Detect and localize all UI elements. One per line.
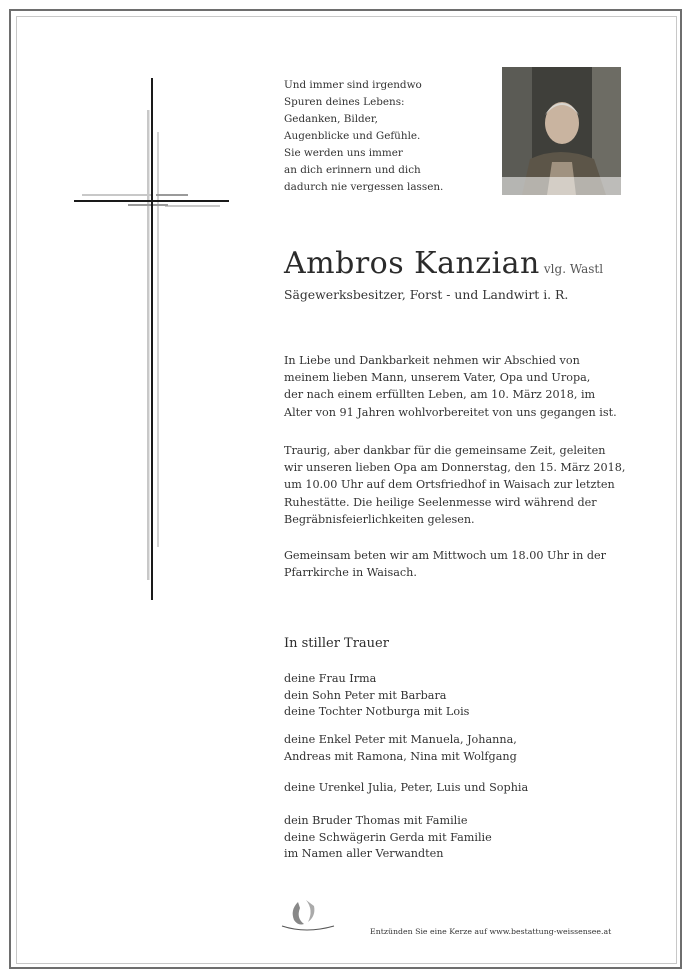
deceased-nickname: vlg. Wastl [543,262,604,276]
paragraph-funeral [284,442,624,528]
poem-line: Spuren deines Lebens: [284,96,405,108]
mourner-group-family [284,671,584,721]
deceased-profession: Sägewerksbesitzer, Forst - und Landwirt i. R. [284,287,569,302]
text-line: Begräbnisfeierlichkeiten gelesen. [284,512,475,526]
paragraph-farewell [284,352,624,421]
text-line: In Liebe und Dankbarkeit nehmen wir Abschied von [284,354,580,367]
poem [284,77,494,196]
mourner-line: dein Sohn Peter mit Barbara [284,688,447,702]
paragraph-prayer [284,547,624,581]
text-line: der nach einem erfüllten Leben, am 10. März 2018, im [284,388,596,402]
poem-line: Augenblicke und Gefühle. [284,130,421,142]
deceased-name-line [284,246,603,281]
poem-line: Gedanken, Bilder, [284,113,378,125]
mourner-line: deine Urenkel Julia, Peter, Luis und Sophia [284,781,529,794]
poem-line: Sie werden uns immer [284,147,403,159]
portrait-image [502,67,621,195]
portrait-photo [502,67,621,195]
footer-text: Entzünden Sie eine Kerze auf www.bestattung-weissensee.at [370,927,612,936]
poem-line: dadurch nie vergessen lassen. [284,181,444,193]
deceased-name: Ambros Kanzian [284,246,540,281]
text-line: meinem lieben Mann, unserem Vater, Opa und Uropa, [284,371,591,385]
mourner-line: deine Schwägerin Gerda mit Familie [284,830,492,844]
text-line: wir unseren lieben Opa am Donnerstag, den 15. März 2018, [284,461,626,475]
mourner-group-great-grandchildren [284,780,584,797]
text-line: Traurig, aber dankbar für die gemeinsame Zeit, geleiten [284,444,606,457]
cross-icon [70,70,240,610]
poem-line: an dich erinnern und dich [284,164,421,176]
text-line: Alter von 91 Jahren wohlvorbereitet von uns gegangen ist. [284,405,617,419]
mourner-line: deine Enkel Peter mit Manuela, Johanna, [284,733,517,746]
mourner-group-grandchildren [284,732,584,765]
text-line: Pfarrkirche in Waisach. [284,566,417,580]
mourner-line: deine Tochter Notburga mit Lois [284,705,470,718]
mourner-line: deine Frau Irma [284,672,377,685]
mourning-heading: In stiller Trauer [284,636,389,651]
mourner-line: dein Bruder Thomas mit Familie [284,814,468,827]
funeral-home-logo [276,896,360,940]
text-line: Ruhestätte. Die heilige Seelenmesse wird während der [284,495,597,509]
mourner-line: Andreas mit Ramona, Nina mit Wolfgang [284,749,517,763]
mourner-line: im Namen aller Verwandten [284,847,444,860]
text-line: um 10.00 Uhr auf dem Ortsfriedhof in Waisach zur letzten [284,478,615,492]
mourner-group-relatives [284,813,584,863]
text-line: Gemeinsam beten wir am Mittwoch um 18.00 Uhr in der [284,549,607,562]
poem-line: Und immer sind irgendwo [284,79,422,91]
